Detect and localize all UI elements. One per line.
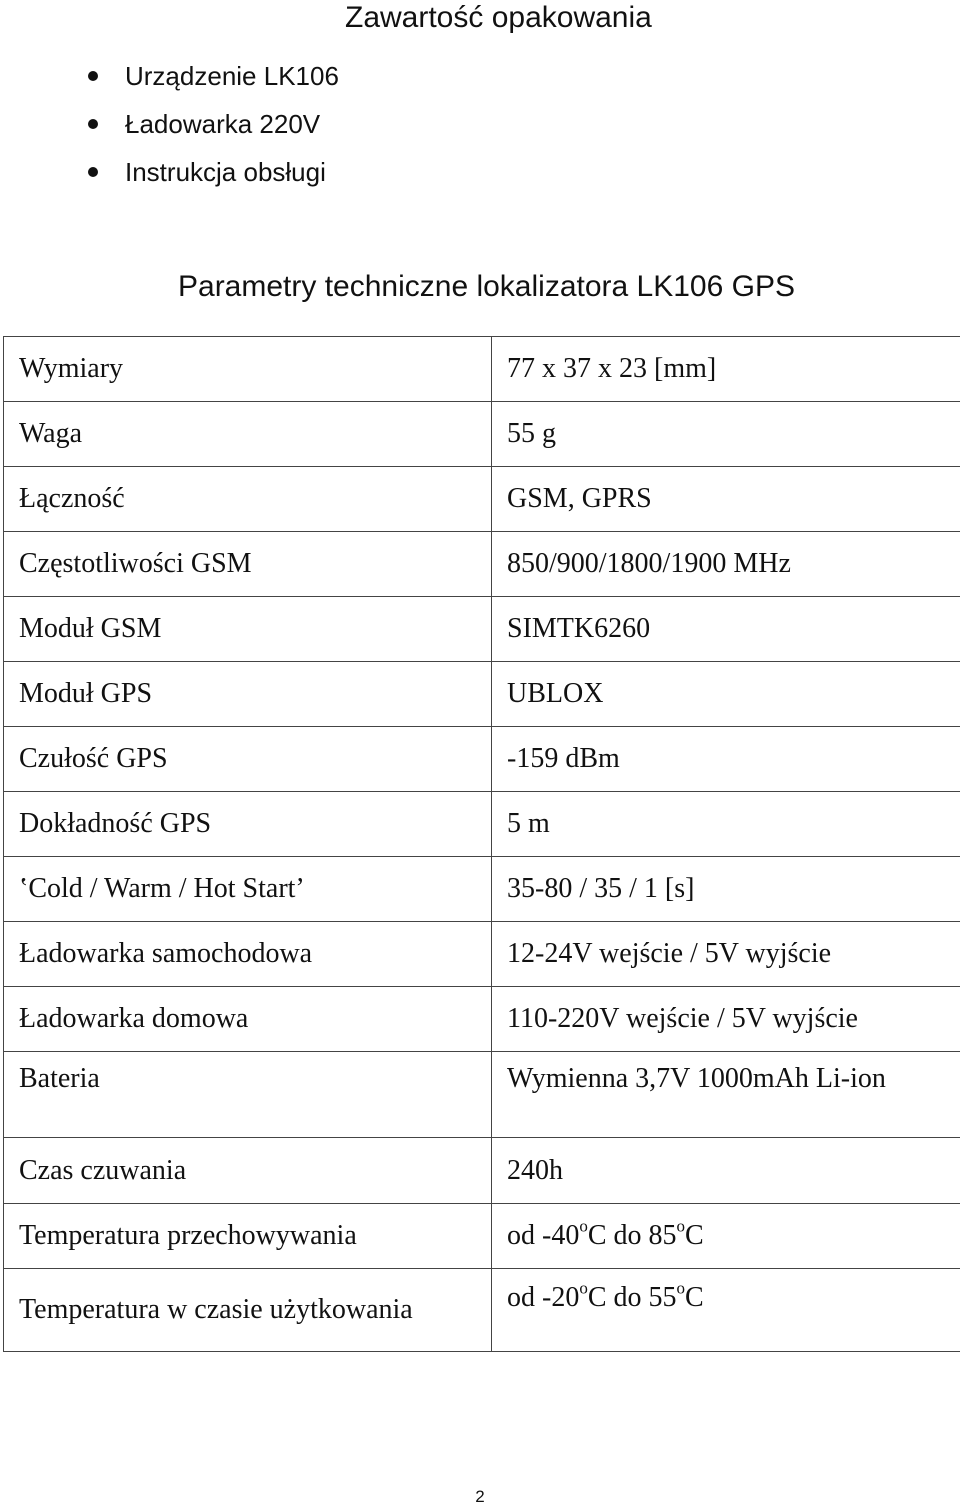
param-value [492, 1269, 960, 1352]
param-value: 850/900/1800/1900 MHz [492, 532, 960, 597]
param-value: 77 x 37 x 23 [mm] [492, 337, 960, 402]
table-row [4, 467, 960, 532]
degree-superscript: o [676, 1216, 686, 1236]
list-item [88, 52, 339, 100]
param-value: 12-24V wejście / 5V wyjście [492, 922, 960, 987]
package-contents-list [88, 52, 339, 196]
param-label: Moduł GPS [4, 662, 492, 727]
value-text: C do 85 [587, 1220, 677, 1251]
param-label: Ładowarka domowa [4, 987, 492, 1052]
table-row [4, 597, 960, 662]
table-row [4, 662, 960, 727]
table-row [4, 1204, 960, 1269]
param-label: Łączność [4, 467, 492, 532]
param-label: Częstotliwości GSM [4, 532, 492, 597]
param-label: Czas czuwania [4, 1138, 492, 1204]
value-text: od -20 [507, 1282, 580, 1313]
param-value: -159 dBm [492, 727, 960, 792]
list-item-label: Urządzenie LK106 [125, 61, 339, 91]
param-label: Moduł GSM [4, 597, 492, 662]
table-row [4, 1138, 960, 1204]
param-value: UBLOX [492, 662, 960, 727]
page-number: 2 [475, 1487, 485, 1506]
param-value: 5 m [492, 792, 960, 857]
bullet-icon [88, 119, 98, 129]
technical-parameters-title: Parametry techniczne lokalizatora LK106 GPS [178, 270, 795, 303]
table-row [4, 727, 960, 792]
param-label: Wymiary [4, 337, 492, 402]
degree-superscript: o [676, 1278, 686, 1298]
table-row [4, 987, 960, 1052]
param-value [492, 1204, 960, 1269]
list-item [88, 148, 339, 196]
table-row [4, 1269, 960, 1352]
param-value: 110-220V wejście / 5V wyjście [492, 987, 960, 1052]
param-value: GSM, GPRS [492, 467, 960, 532]
value-text: C [685, 1282, 704, 1313]
table-row [4, 402, 960, 467]
table-row [4, 922, 960, 987]
degree-superscript: o [579, 1216, 588, 1236]
spec-table [3, 336, 960, 1352]
value-text: C do 55 [587, 1282, 677, 1313]
param-value: SIMTK6260 [492, 597, 960, 662]
param-value: 55 g [492, 402, 960, 467]
table-row [4, 532, 960, 597]
param-label: Ładowarka samochodowa [4, 922, 492, 987]
param-label: Czułość GPS [4, 727, 492, 792]
list-item-label: Ładowarka 220V [125, 109, 321, 139]
param-label: ‛Cold / Warm / Hot Start’ [4, 857, 492, 922]
value-text: od -40 [507, 1220, 580, 1251]
param-label: Temperatura w czasie użytkowania [4, 1269, 492, 1352]
package-contents-title: Zawartość opakowania [345, 1, 652, 34]
bullet-icon [88, 71, 98, 81]
param-label: Dokładność GPS [4, 792, 492, 857]
table-row [4, 1052, 960, 1138]
table-row [4, 857, 960, 922]
table-row [4, 792, 960, 857]
list-item-label: Instrukcja obsługi [125, 157, 326, 187]
table-row [4, 337, 960, 402]
param-value: 240h [492, 1138, 960, 1204]
list-item [88, 100, 339, 148]
param-value: 35-80 / 35 / 1 [s] [492, 857, 960, 922]
param-value: Wymienna 3,7V 1000mAh Li-ion [492, 1052, 960, 1138]
value-text: C [685, 1220, 704, 1251]
bullet-icon [88, 167, 98, 177]
param-label: Temperatura przechowywania [4, 1204, 492, 1269]
degree-superscript: o [579, 1278, 588, 1298]
param-label: Waga [4, 402, 492, 467]
param-label: Bateria [4, 1052, 492, 1138]
